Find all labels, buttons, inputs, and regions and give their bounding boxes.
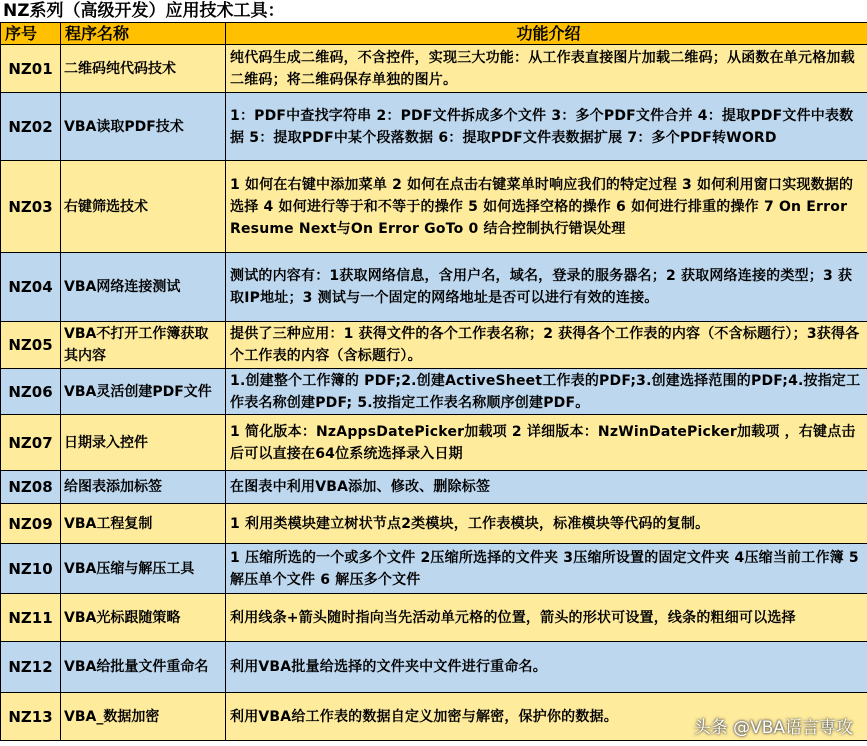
row-desc: 利用VBA批量给选择的文件夹中文件进行重命名。 (226, 642, 867, 693)
row-name: VBA光标跟随策略 (61, 594, 226, 642)
row-desc: 测试的内容有：1获取网络信息，含用户名，域名，登录的服务器名；2 获取网络连接的类型；3 获取IP地址；3 测试与一个固定的网络地址是否可以进行有效的连接。 (226, 253, 867, 322)
row-name: VBA给批量文件重命名 (61, 642, 226, 693)
row-name: VBA不打开工作簿获取其内容 (61, 322, 226, 369)
table-row (1, 93, 867, 161)
header-desc: 功能介绍 (226, 23, 867, 45)
row-desc: 在图表中利用VBA添加、修改、删除标签 (226, 471, 867, 504)
table-row (1, 594, 867, 642)
row-name: 二维码纯代码技术 (61, 45, 226, 93)
header-code: 序号 (1, 23, 61, 45)
row-code: NZ07 (1, 415, 61, 471)
row-code: NZ04 (1, 253, 61, 322)
row-code: NZ08 (1, 471, 61, 504)
table-row (1, 369, 867, 415)
table-row (1, 471, 867, 504)
row-code: NZ01 (1, 45, 61, 93)
row-desc: 1：PDF中查找字符串 2：PDF文件拆成多个文件 3：多个PDF文件合并 4：提取PDF文件中表数据 5：提取PDF中某个段落数据 6：提取PDF文件表数据扩展 7：多个PDF转WORD (226, 93, 867, 161)
table-row (1, 544, 867, 594)
row-name: VBA工程复制 (61, 504, 226, 544)
row-name: 右键筛选技术 (61, 161, 226, 253)
catalog-table (0, 22, 867, 741)
row-code: NZ02 (1, 93, 61, 161)
row-code: NZ13 (1, 693, 61, 741)
table-row (1, 161, 867, 253)
row-name: VBA压缩与解压工具 (61, 544, 226, 594)
table-row (1, 415, 867, 471)
table-row (1, 253, 867, 322)
row-desc: 1 简化版本：NzAppsDatePicker加载项 2 详细版本：NzWinDatePicker加载项 ，右键点击后可以直接在64位系统选择录入日期 (226, 415, 867, 471)
row-code: NZ03 (1, 161, 61, 253)
row-desc: 纯代码生成二维码，不含控件，实现三大功能：从工作表直接图片加载二维码；从函数在单元格加载二维码；将二维码保存单独的图片。 (226, 45, 867, 93)
row-name: VBA网络连接测试 (61, 253, 226, 322)
row-code: NZ12 (1, 642, 61, 693)
row-name: VBA灵活创建PDF文件 (61, 369, 226, 415)
watermark: 头条 @VBA语言専攻 (693, 718, 853, 738)
row-name: VBA_数据加密 (61, 693, 226, 741)
header-name: 程序名称 (61, 23, 226, 45)
table-header-row (1, 23, 867, 45)
page-title: NZ系列（高级开发）应用技术工具： (3, 1, 285, 21)
row-desc: 提供了三种应用：1 获得文件的各个工作表名称；2 获得各个工作表的内容（不含标题行）；3获得各个工作表的内容（含标题行）。 (226, 322, 867, 369)
row-code: NZ11 (1, 594, 61, 642)
row-desc: 利用VBA给工作表的数据自定义加密与解密，保护你的数据。 (226, 693, 867, 741)
row-desc: 1.创建整个工作簿的 PDF;2.创建ActiveSheet工作表的PDF;3.创建选择范围的PDF;4.按指定工作表名称创建PDF; 5.按指定工作表名称顺序创建PDF。 (226, 369, 867, 415)
table-row (1, 642, 867, 693)
row-code: NZ10 (1, 544, 61, 594)
row-name: 日期录入控件 (61, 415, 226, 471)
row-code: NZ09 (1, 504, 61, 544)
row-code: NZ05 (1, 322, 61, 369)
row-code: NZ06 (1, 369, 61, 415)
table-row (1, 322, 867, 369)
row-desc: 1 压缩所选的一个或多个文件 2压缩所选择的文件夹 3压缩所设置的固定文件夹 4压缩当前工作簿 5解压单个文件 6 解压多个文件 (226, 544, 867, 594)
table-row (1, 45, 867, 93)
row-desc: 利用线条+箭头随时指向当先活动单元格的位置，箭头的形状可设置，线条的粗细可以选择 (226, 594, 867, 642)
row-name: 给图表添加标签 (61, 471, 226, 504)
row-name: VBA读取PDF技术 (61, 93, 226, 161)
row-desc: 1 利用类模块建立树状节点2类模块，工作表模块，标准模块等代码的复制。 (226, 504, 867, 544)
row-desc: 1 如何在右键中添加菜单 2 如何在点击右键菜单时响应我们的特定过程 3 如何利用窗口实现数据的选择 4 如何进行等于和不等于的操作 5 如何选择空格的操作 6 如何进行排重的操作 7 On Error Resume Next与On Error GoTo 0 结合控制执行错误处理 (226, 161, 867, 253)
table-row (1, 504, 867, 544)
